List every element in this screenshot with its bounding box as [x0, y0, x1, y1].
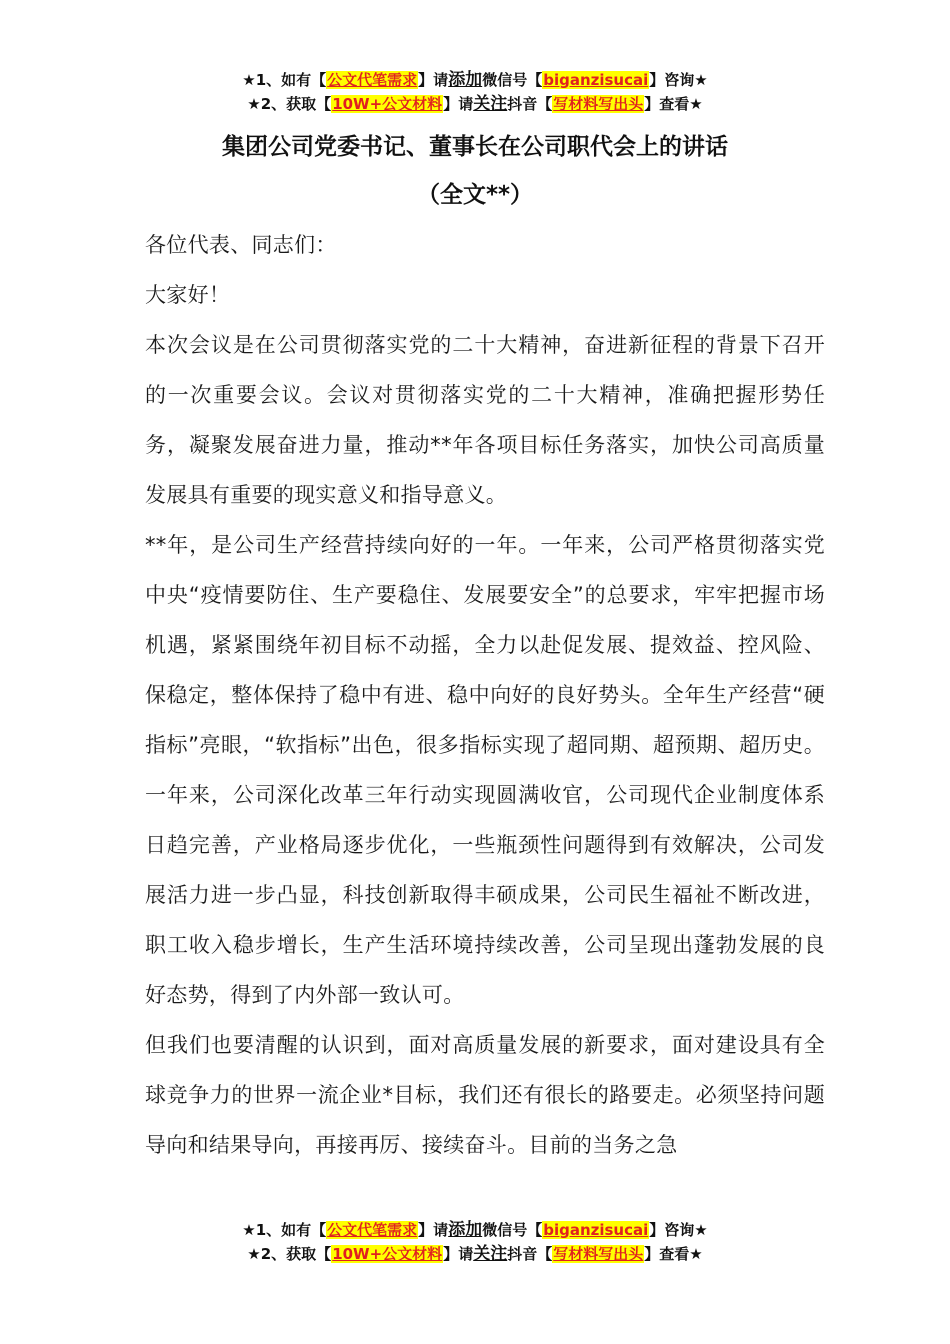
document-body [145, 220, 825, 1170]
highlight-wechat-id: biganzisucai [543, 1221, 649, 1239]
document-subtitle: （全文**） [416, 182, 534, 208]
highlight-materials: 10W+公文材料 [332, 1245, 443, 1263]
banner-text: ★2、获取【 [247, 95, 332, 113]
banner-text: 】请 [443, 95, 474, 113]
highlight-douyin-account: 写材料写出头 [553, 95, 644, 113]
paragraph: 但我们也要清醒的认识到，面对高质量发展的新要求，面对建设具有全球竞争力的世界一流企业*目标，我们还有很长的路要走。必须坚持问题导向和结果导向，再接再厉、接续奋斗。目前的当务之急 [145, 1033, 825, 1157]
banner-text: ★2、获取【 [247, 1245, 332, 1263]
banner-text: 抖音【 [507, 1245, 553, 1263]
banner-text: 】请 [443, 1245, 474, 1263]
banner-emphasis: 关注 [473, 94, 508, 114]
banner-text: 微信号【 [482, 1221, 543, 1239]
banner-text: ★1、如有【 [242, 71, 327, 89]
banner-text: ★1、如有【 [242, 1221, 327, 1239]
greeting: 大家好！ [145, 283, 231, 307]
salutation: 各位代表、同志们： [145, 233, 337, 257]
banner-line-2 [0, 92, 950, 116]
highlight-service: 公文代笔需求 [327, 71, 418, 89]
highlight-materials: 10W+公文材料 [332, 95, 443, 113]
banner-emphasis: 添加 [448, 1220, 483, 1240]
paragraph: **年，是公司生产经营持续向好的一年。一年来，公司严格贯彻落实党中央“疫情要防住、生产要稳住、发展要安全”的总要求，牢牢把握市场机遇，紧紧围绕年初目标不动摇，全力以赴促发展、提效益、控风险、保稳定，整体保持了稳中有进、稳中向好的良好势头。全年生产经营“硬指标”亮眼，“软指标”出色，很多指标实现了超同期、超预期、超历史。一年来，公司深化改革三年行动实现圆满收官，公司现代企业制度体系日趋完善，产业格局逐步优化，一些瓶颈性问题得到有效解决，公司发展活力进一步凸显，科技创新取得丰硕成果，公司民生福祉不断改进，职工收入稳步增长，生产生活环境持续改善，公司呈现出蓬勃发展的良好态势，得到了内外部一致认可。 [145, 533, 825, 1007]
banner-emphasis: 关注 [473, 1244, 508, 1264]
header-banner [0, 68, 950, 116]
highlight-douyin-account: 写材料写出头 [553, 1245, 644, 1263]
banner-text: 】查看★ [644, 1245, 703, 1263]
highlight-wechat-id: biganzisucai [543, 71, 649, 89]
banner-line-1 [0, 68, 950, 92]
banner-line-2 [0, 1242, 950, 1266]
document-title: 集团公司党委书记、董事长在公司职代会上的讲话 [222, 134, 728, 160]
banner-text: 微信号【 [482, 71, 543, 89]
banner-text: 抖音【 [507, 95, 553, 113]
banner-text: 】查看★ [644, 95, 703, 113]
banner-text: 】请 [418, 71, 449, 89]
banner-emphasis: 添加 [448, 70, 483, 90]
banner-text: 】咨询★ [649, 1221, 708, 1239]
footer-banner [0, 1218, 950, 1266]
highlight-service: 公文代笔需求 [327, 1221, 418, 1239]
banner-text: 】咨询★ [649, 71, 708, 89]
banner-line-1 [0, 1218, 950, 1242]
banner-text: 】请 [418, 1221, 449, 1239]
paragraph: 本次会议是在公司贯彻落实党的二十大精神，奋进新征程的背景下召开的一次重要会议。会议对贯彻落实党的二十大精神，准确把握形势任务，凝聚发展奋进力量，推动**年各项目标任务落实，加快公司高质量发展具有重要的现实意义和指导意义。 [145, 333, 825, 507]
